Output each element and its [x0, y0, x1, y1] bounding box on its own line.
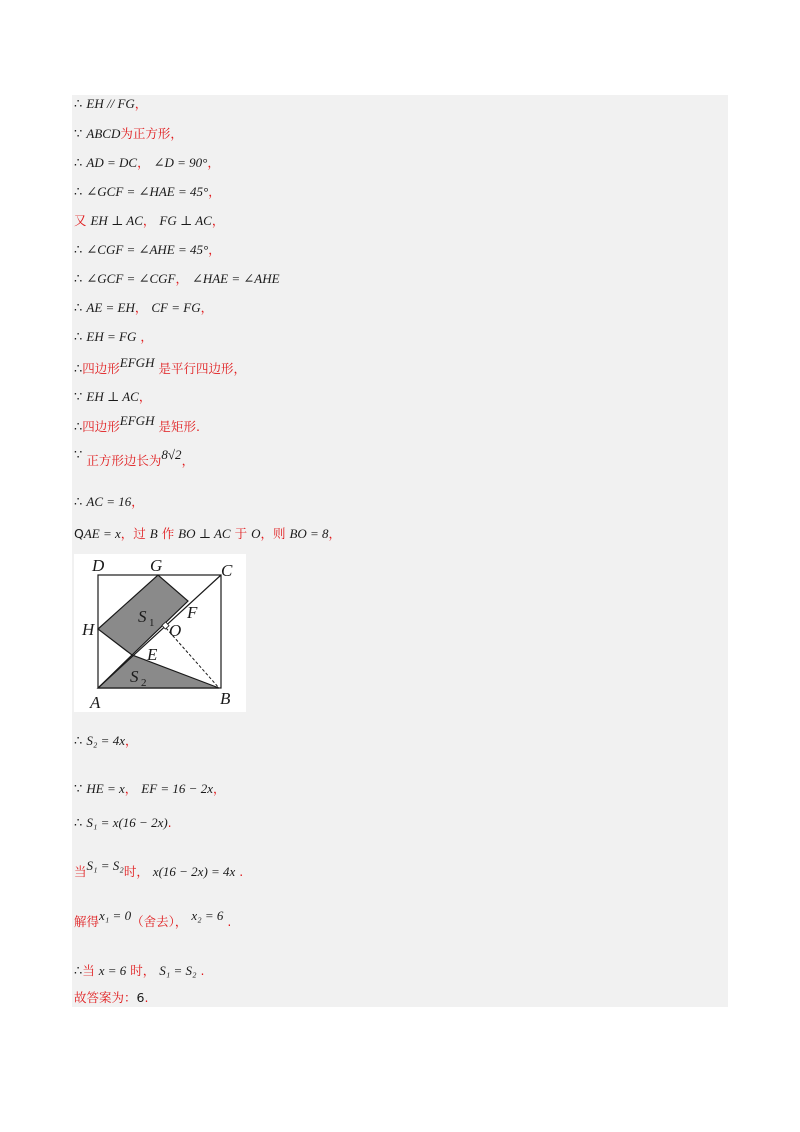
line-22-part-1: 故答案为： [74, 990, 137, 1005]
line-8-part-5: ， [200, 300, 214, 315]
line-18-part-1: ∴ [74, 816, 87, 831]
line-15-part-8: O [251, 526, 261, 541]
solution-line-4 [74, 184, 221, 201]
line-20-part-2: x₁ = 0 [99, 908, 132, 923]
line-17-part-2: HE = x [86, 781, 125, 796]
line-14-part-2: AC = 16 [86, 494, 132, 509]
line-16-part-1: ∴ [74, 734, 87, 749]
line-16-part-2: S₂ = 4x [86, 733, 125, 748]
line-15-part-2: AE = x [83, 526, 121, 541]
line-6-part-2: ∠CGF = ∠AHE = 45° [86, 242, 209, 257]
line-21-part-4: 时， [126, 963, 160, 978]
solution-line-13 [74, 447, 195, 470]
line-9-part-3: ， [136, 329, 153, 344]
line-19-part-3: 时， [123, 864, 153, 879]
line-13-part-1: ∵ [74, 448, 87, 463]
line-18-part-3: . [167, 815, 172, 830]
line-19-part-4: x(16 − 2x) = 4x [152, 864, 236, 879]
line-12-part-1: ∴ [74, 420, 83, 435]
label-s2: S [130, 667, 139, 686]
line-14-part-1: ∴ [74, 495, 87, 510]
line-22-part-3: . [144, 990, 149, 1005]
solution-line-16 [74, 733, 137, 750]
line-17-part-4: EF = 16 − 2x [141, 781, 213, 796]
line-21-part-3: x = 6 [98, 963, 127, 978]
line-4-part-2: ∠GCF = ∠HAE = 45° [86, 184, 209, 199]
line-15-part-9: ，则 [260, 526, 290, 541]
label-d: D [92, 556, 105, 575]
line-20-part-4: x₂ = 6 [191, 908, 224, 923]
line-2-part-2: ABCD [86, 126, 121, 141]
line-9-part-1: ∴ [74, 330, 87, 345]
solution-line-8 [74, 300, 213, 317]
line-10-part-2: 四边形 [82, 361, 120, 376]
line-8-part-4: CF = FG [151, 300, 201, 315]
line-8-part-2: AE = EH [86, 300, 135, 315]
solution-line-15 [74, 526, 341, 542]
solution-line-2 [74, 126, 183, 143]
line-13-part-2: 正方形边长为 [86, 453, 162, 468]
line-3-part-3: ， [137, 155, 154, 170]
line-1-part-1: ∴ [74, 97, 87, 112]
line-15-part-7: 于 [230, 526, 252, 541]
line-12-part-3: EFGH [119, 413, 155, 428]
line-17-part-3: ， [124, 781, 142, 796]
line-5-part-2: EH ⊥ AC [90, 213, 143, 228]
line-3-part-4: ∠D = 90° [153, 155, 208, 170]
label-s1: S [138, 607, 147, 626]
line-5-part-3: ， [142, 213, 160, 228]
line-20-part-5: . [223, 914, 232, 929]
line-6-part-3: ， [208, 242, 221, 257]
label-a: A [90, 693, 101, 712]
line-20-part-1: 解得 [74, 914, 100, 929]
line-15-part-5: 作 [157, 526, 179, 541]
line-10-part-4: 是平行四边形， [154, 361, 246, 376]
solution-line-22 [74, 990, 148, 1006]
solution-line-1 [74, 96, 147, 113]
line-11-part-1: ∵ [74, 390, 87, 405]
line-2-part-3: 为正方形， [120, 126, 183, 141]
label-c: C [221, 561, 233, 580]
line-22-part-2: 6 [136, 990, 145, 1005]
line-19-part-1: 当 [74, 864, 87, 879]
solution-line-21 [74, 963, 205, 980]
label-f: F [187, 603, 198, 622]
line-15-part-3: ，过 [120, 526, 150, 541]
line-15-part-10: BO = 8 [289, 526, 329, 541]
solution-line-20 [74, 908, 232, 930]
line-17-part-1: ∵ [74, 782, 87, 797]
line-11-part-2: EH ⊥ AC [86, 389, 139, 404]
line-21-part-5: S₁ = S₂ [159, 963, 197, 978]
line-4-part-3: ， [208, 184, 221, 199]
solution-line-3 [74, 155, 220, 172]
line-7-part-2: ∠GCF = ∠CGF [86, 271, 176, 286]
solution-line-12 [74, 413, 200, 436]
line-9-part-2: EH = FG [86, 329, 137, 344]
line-17-part-5: ， [212, 781, 226, 796]
line-16-part-3: ， [124, 733, 138, 748]
line-4-part-1: ∴ [74, 185, 87, 200]
line-14-part-3: ， [131, 494, 144, 509]
line-19-part-2: S₁ = S₂ [86, 858, 124, 873]
line-1-part-2: EH // FG [86, 96, 135, 111]
line-3-part-5: ， [207, 155, 220, 170]
line-5-part-4: FG ⊥ AC [159, 213, 212, 228]
line-8-part-3: ， [134, 300, 152, 315]
line-7-part-1: ∴ [74, 272, 87, 287]
line-12-part-2: 四边形 [82, 419, 120, 434]
solution-line-11 [74, 389, 151, 406]
line-15-part-11: ， [328, 526, 342, 541]
line-7-part-4: ∠HAE = ∠AHE [191, 271, 280, 286]
line-20-part-3: （舍去）， [131, 914, 192, 929]
label-s2-sub: 2 [141, 677, 147, 689]
line-21-part-1: ∴ [74, 964, 83, 979]
label-s1-sub: 1 [149, 617, 155, 629]
line-21-part-6: . [196, 963, 205, 978]
solution-line-14 [74, 494, 144, 511]
line-3-part-1: ∴ [74, 156, 87, 171]
line-21-part-2: 当 [82, 963, 99, 978]
solution-line-6 [74, 242, 221, 259]
line-12-part-4: 是矩形. [154, 419, 200, 434]
line-1-part-3: ， [134, 96, 148, 111]
line-15-part-6: BO ⊥ AC [178, 526, 231, 541]
solution-line-10 [74, 355, 246, 378]
solution-line-9 [74, 329, 153, 346]
label-h: H [82, 620, 95, 639]
label-b: B [220, 689, 231, 708]
line-3-part-2: AD = DC [86, 155, 138, 170]
label-g: G [150, 556, 163, 575]
label-o: O [169, 621, 182, 640]
line-10-part-3: EFGH [119, 355, 155, 370]
solution-line-17 [74, 781, 225, 798]
line-15-part-4: B [149, 526, 158, 541]
geometry-figure [74, 554, 246, 712]
solution-line-5 [74, 213, 224, 229]
line-5-part-5: ， [211, 213, 225, 228]
solution-line-18 [74, 815, 172, 832]
line-18-part-2: S₁ = x(16 − 2x) [86, 815, 168, 830]
line-10-part-1: ∴ [74, 362, 83, 377]
line-13-part-4: ， [181, 453, 195, 468]
line-2-part-1: ∵ [74, 127, 87, 142]
solution-line-19 [74, 858, 244, 880]
label-e: E [147, 645, 158, 664]
line-8-part-1: ∴ [74, 301, 87, 316]
line-6-part-1: ∴ [74, 243, 87, 258]
line-19-part-5: . [235, 864, 244, 879]
line-11-part-3: ， [138, 389, 152, 404]
line-15-part-1: Q [74, 526, 84, 541]
line-7-part-3: ， [175, 271, 192, 286]
solution-line-7 [74, 271, 280, 288]
line-5-part-1: 又 [74, 213, 91, 228]
line-13-part-3: 8√2 [161, 447, 182, 462]
